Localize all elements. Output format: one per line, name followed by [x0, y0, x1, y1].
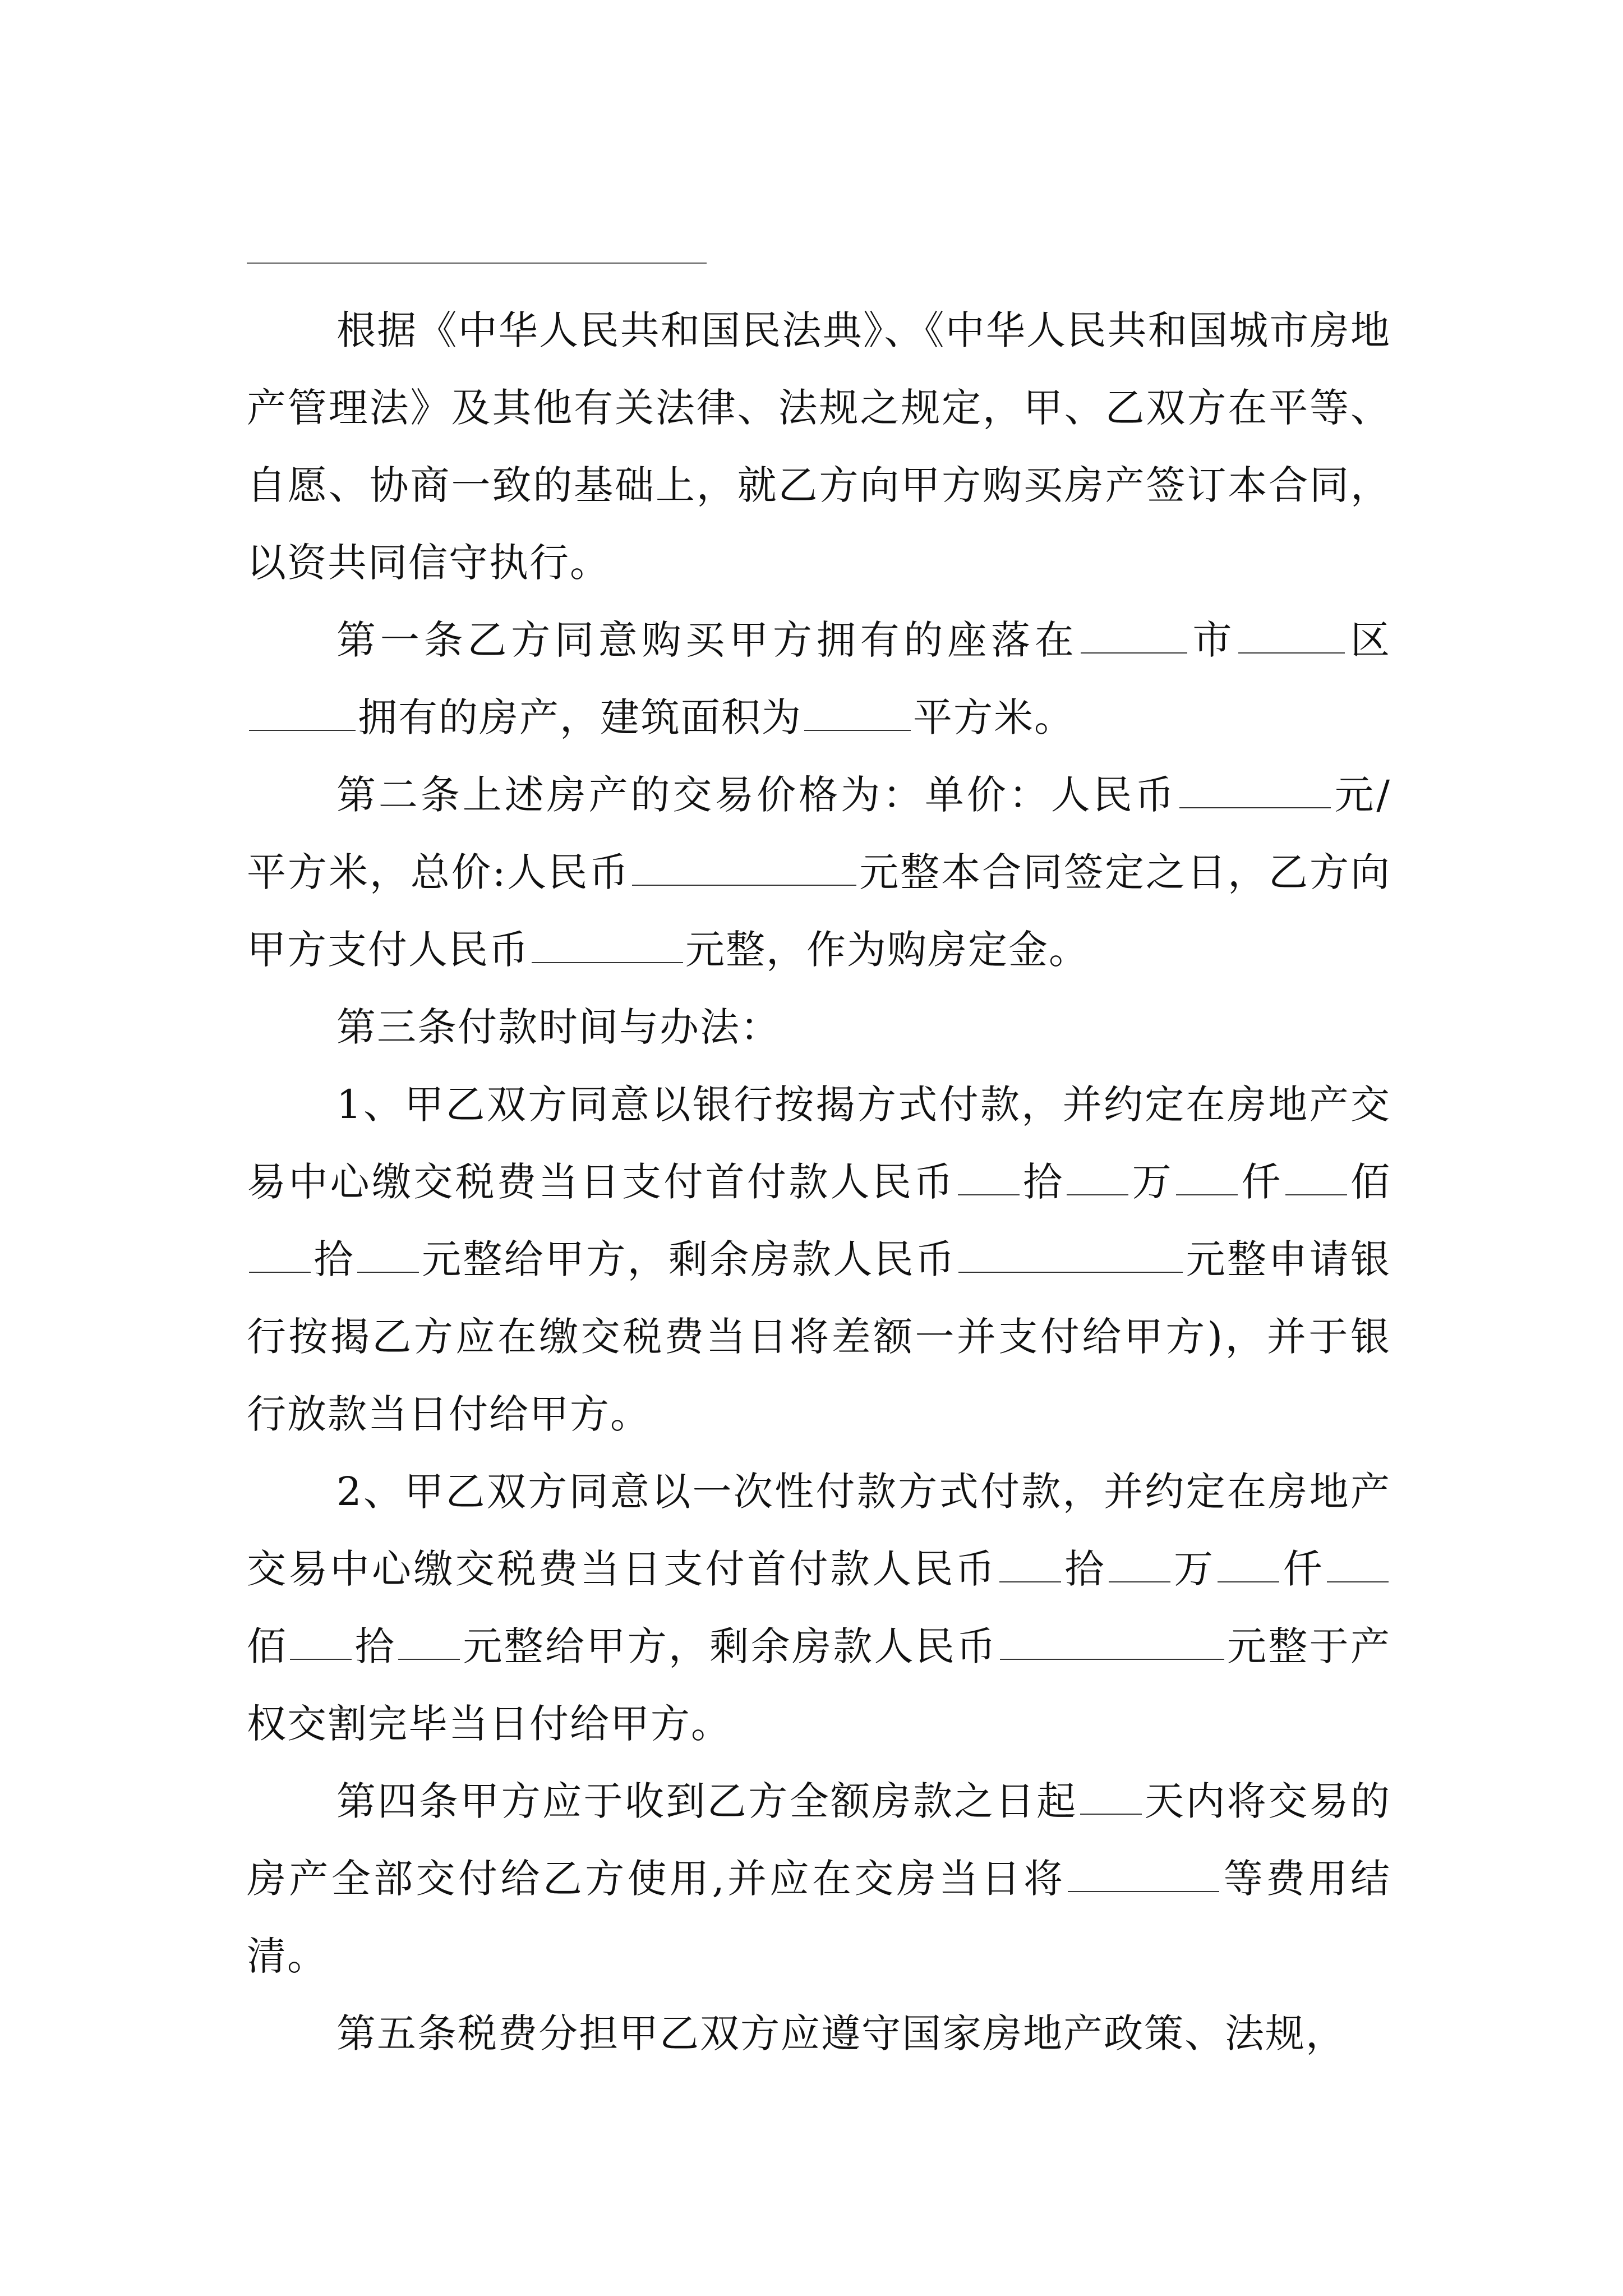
- blank-city[interactable]: [1081, 613, 1187, 654]
- article-3-heading: [247, 988, 1391, 1066]
- blank-unit-price[interactable]: [1179, 768, 1331, 808]
- blank-total-price[interactable]: [632, 845, 856, 886]
- item-1-text-8: 元整申请银行按揭乙方应在缴交税费当日将差额一并支付给甲方)，并于银行放款当日付给甲方。: [247, 1236, 1391, 1437]
- article-2-text-1: 第二条上述房产的交易价格为：单价：人民币: [336, 772, 1177, 818]
- blank-100k[interactable]: [999, 1542, 1061, 1582]
- item-2-text-1: 2、甲乙双方同意以一次性付款方式付款，并约定在房地产交易中心缴交税费当日支付首付款人民币: [247, 1469, 1391, 1592]
- blank-remaining-loan[interactable]: [958, 1232, 1183, 1273]
- header-divider: [247, 263, 707, 264]
- article-1-text-5: 平方米。: [913, 694, 1075, 740]
- blank-100k[interactable]: [958, 1155, 1020, 1195]
- article-4-text-1: 第四条甲方应于收到乙方全额房款之日起: [336, 1778, 1078, 1824]
- blank-fees[interactable]: [1068, 1852, 1219, 1892]
- item-1-text-6: 拾: [313, 1236, 355, 1282]
- item-2-text-3: 万: [1172, 1546, 1216, 1592]
- item-1-paragraph: [247, 1066, 1391, 1453]
- item-1-text-7: 元整给甲方，剩余房款人民币: [421, 1236, 957, 1282]
- item-1-text-4: 仟: [1240, 1159, 1283, 1205]
- item-2-text-7: 元整给甲方，剩余房款人民币: [462, 1623, 998, 1669]
- preamble-paragraph: [247, 292, 1391, 601]
- item-2-text-8: 元整于产权交割完毕当日付给甲方。: [247, 1623, 1391, 1747]
- article-2-text-3: 元整本合同签定之日，乙方向甲方支付人民币: [247, 849, 1391, 973]
- article-1-paragraph: [247, 601, 1391, 756]
- blank-deposit[interactable]: [532, 923, 683, 963]
- article-3-text: 第三条付款时间与办法：: [336, 1004, 781, 1050]
- article-4-paragraph: [247, 1763, 1391, 1995]
- article-1-text-3: 区: [1347, 617, 1391, 663]
- item-1-text-1: 1、甲乙双方同意以银行按揭方式付款，并约定在房地产交易中心缴交税费当日支付首付款人民币: [247, 1082, 1391, 1205]
- blank-1[interactable]: [398, 1619, 460, 1660]
- blank-1[interactable]: [357, 1232, 419, 1273]
- item-2-text-4: 仟: [1281, 1546, 1325, 1592]
- item-2-paragraph: [247, 1453, 1391, 1763]
- item-2-text-6: 拾: [354, 1623, 396, 1669]
- item-1-text-3: 万: [1131, 1159, 1174, 1205]
- blank-10[interactable]: [290, 1619, 352, 1660]
- blank-days[interactable]: [1080, 1774, 1142, 1815]
- blank-district[interactable]: [1238, 613, 1345, 654]
- article-1-text-1: 第一条乙方同意购买甲方拥有的座落在: [336, 617, 1078, 663]
- blank-area[interactable]: [804, 691, 911, 731]
- blank-remaining-cash[interactable]: [1000, 1619, 1224, 1660]
- blank-10[interactable]: [249, 1232, 311, 1273]
- blank-1k[interactable]: [1176, 1155, 1238, 1195]
- blank-100[interactable]: [1327, 1542, 1389, 1582]
- preamble-text: 根据《中华人民共和国民法典》、《中华人民共和国城市房地产管理法》及其他有关法律、法规之规定，甲、乙双方在平等、自愿、协商一致的基础上，就乙方向甲方购买房产签订本合同，以资共同信守执行。: [247, 307, 1391, 586]
- article-5-paragraph: [247, 1995, 1391, 2072]
- article-1-text-4: 拥有的房产，建筑面积为: [358, 694, 802, 740]
- item-1-text-5: 佰: [1349, 1159, 1391, 1205]
- item-2-text-2: 拾: [1063, 1546, 1106, 1592]
- blank-1k[interactable]: [1218, 1542, 1279, 1582]
- article-4-text-2: 天内将交易的房产全部交付给乙方使用,并应在交房当日将: [247, 1778, 1391, 1902]
- article-1-text-2: 市: [1189, 617, 1237, 663]
- article-5-text: 第五条税费分担甲乙双方应遵守国家房地产政策、法规，: [336, 2010, 1346, 2056]
- blank-location[interactable]: [249, 691, 356, 731]
- article-2-text-2: 元/平方米，总价:人民币: [247, 772, 1391, 895]
- article-2-paragraph: [247, 756, 1391, 988]
- blank-10k[interactable]: [1109, 1542, 1170, 1582]
- article-4-text-3: 等费用结清。: [247, 1856, 1391, 1979]
- article-2-text-4: 元整，作为购房定金。: [685, 927, 1089, 973]
- blank-100[interactable]: [1285, 1155, 1347, 1195]
- item-1-text-2: 拾: [1021, 1159, 1065, 1205]
- blank-10k[interactable]: [1067, 1155, 1128, 1195]
- contract-body: [247, 292, 1391, 2072]
- item-2-text-5: 佰: [247, 1623, 288, 1669]
